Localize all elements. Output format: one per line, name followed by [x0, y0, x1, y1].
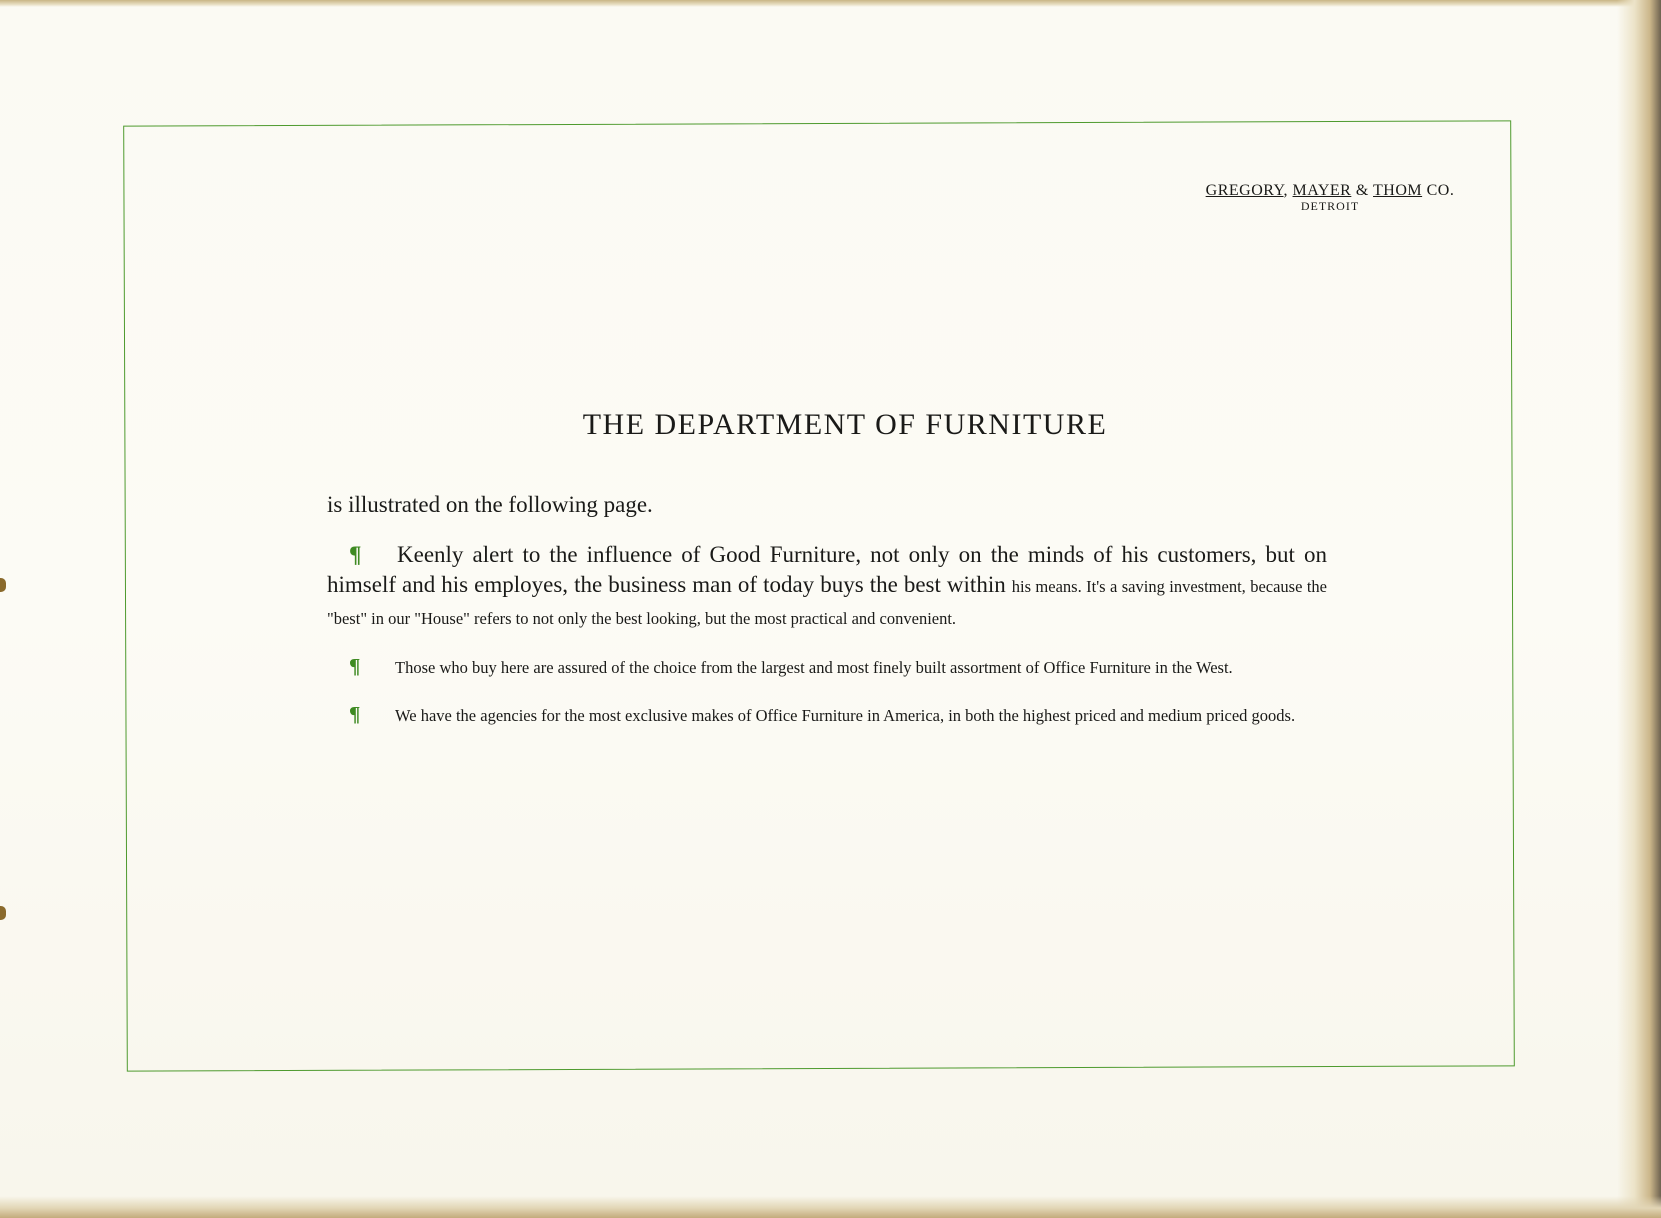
paragraph-text-large: Keenly alert to the influence of Good Furniture, not only on the minds of his customers, but on himself and his employes, the business man of today buys the best within [327, 542, 1327, 597]
binding-mark-lower [0, 906, 6, 920]
body-text [327, 492, 1327, 748]
paragraph-text: We have the agencies for the most exclusive makes of Office Furniture in America, in both the highest priced and medium priced goods. [395, 706, 1296, 725]
paragraph-keenly-alert [327, 540, 1327, 634]
paragraph-text-small: his means. It's a saving investment, because the "best" in our "House" refers to not only the best looking, but the most practical and convenient. [327, 577, 1327, 628]
company-letterhead [1180, 182, 1480, 214]
binding-mark-upper [0, 578, 6, 592]
page-right-edge [1617, 0, 1661, 1218]
paragraph-assortment [327, 652, 1327, 682]
company-name: GREGORY, MAYER & THOM CO. [1205, 182, 1455, 199]
company-name-suffix: CO. [1426, 182, 1455, 199]
company-name-part: THOM [1373, 182, 1423, 199]
company-name-amp: & [1355, 182, 1369, 199]
company-city: DETROIT [1300, 199, 1360, 213]
pilcrow-icon: ¶ [349, 654, 361, 678]
page-title: THE DEPARTMENT OF FURNITURE [582, 408, 1108, 441]
pilcrow-icon: ¶ [349, 702, 361, 726]
paragraph-text: Those who buy here are assured of the choice from the largest and most finely built assortment of Office Furniture in the West. [395, 658, 1233, 677]
company-name-part: MAYER [1292, 182, 1352, 199]
pilcrow-icon: ¶ [349, 542, 362, 567]
page-top-edge [0, 0, 1661, 7]
page-bottom-edge [0, 1196, 1661, 1218]
paragraph-agencies [327, 700, 1327, 730]
company-name-part: GREGORY [1205, 182, 1284, 199]
intro-line: is illustrated on the following page. [327, 492, 653, 517]
